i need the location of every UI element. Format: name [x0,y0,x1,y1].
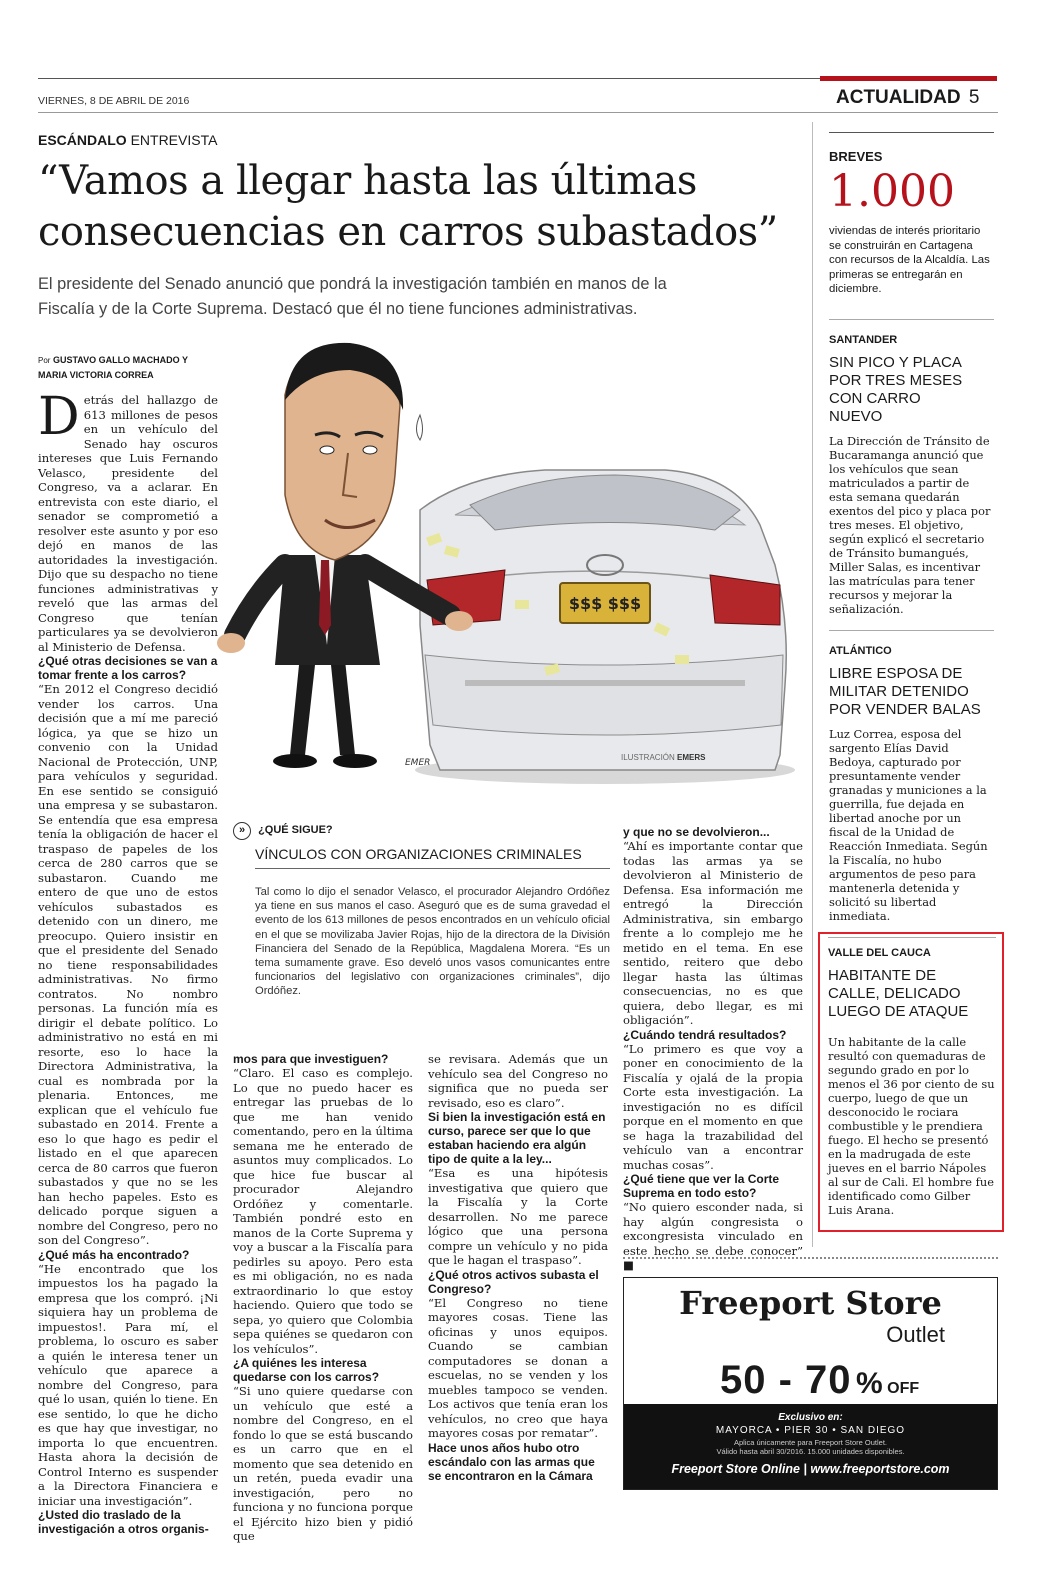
kicker [38,132,217,148]
header-rule-bottom [38,112,998,113]
deck [38,272,667,322]
header-rule [38,78,820,79]
brief-body: La Dirección de Tránsito de Bucaramanga anunció que los vehículos que sean matriculados a partir de esta semana quedarán exentos del pico y placa por tres meses. El objetivo, según explicó el secretario de Tránsito bumangués, Miller Salas, es incentivar las matrículas para tener recursos y mejorar la señalización. [829,433,991,616]
article-column-2 [233,1052,413,1544]
ad-discount-row [720,1358,919,1403]
question-6: ¿Qué otros activos subasta el Congreso? [428,1267,599,1296]
ad-discount: 50 - 70 [720,1358,852,1402]
credit-name: EMERS [677,753,706,762]
headline-line-2: consecuencias en carros subastados” [38,209,778,255]
ad-brand: Freeport Store [679,1284,942,1322]
ad-excl: Exclusivo en: [778,1412,843,1423]
freeport-ad[interactable] [623,1277,998,1490]
ad-separator [623,1257,998,1259]
page-number: 5 [968,87,980,108]
question-5: Si bien la investigación está en curso, parece ser que lo que estaban haciendo era algún tipo de quite a la ley... [428,1110,606,1166]
byline [38,353,188,382]
answer-2: “He encontrado que los impuestos los ha pagado la empresa que los compró. ¡Ni siquiera hay un problema de impuestos!. Para mí, el problema, lo oscuro es saber a quién le interesa tener un vehículo que aparece a nombre del Congreso, para qué lo usan, quién lo tiene. En ese sentido, lo que he dicho es que hay que investigar, no importa lo que encuentren. Hasta ahora la decisión de Control Interno es suspender a la Directora Financiera e iniciar una investigación”. [38,1261,218,1508]
que-sigue-label-row [233,822,610,840]
sidebar-rule-1 [829,319,994,320]
caricature-illustration [215,325,795,795]
ad-fine-2: Válido hasta abril 30/2016. 15.000 unidades disponibles. [716,1447,905,1456]
brief-atlantico [829,645,994,923]
brief-santander [829,334,994,616]
credit-label: ILUSTRACIÓN [621,753,675,762]
que-sigue-label: ¿QUÉ SIGUE? [258,824,333,836]
breves-number: 1.000 [829,166,955,217]
answer-9: “No quiero esconder nada, si hay algún congresista o excongresista vinculado en este hecho se debe conocer” ■ [623,1200,803,1272]
deck-line-1: El presidente del Senado anunció que pondrá la investigación también en manos de la [38,275,667,293]
ad-off: OFF [887,1380,920,1397]
breves-text: viviendas de interés prioritario se construirán en Cartagena con recursos de la Alcaldía. Las primeras se entregarán en diciembre. [829,225,990,295]
intro-paragraph: etrás del hallazgo de 613 millones de pesos en un vehículo del Senado hay oscuros intereses que Luis Fernando Velasco, presidente del Congreso, va a aclarar. En entrevista con este diario, el senador se comprometió a resolver este asunto y por eso dejó en manos de las autoridades la investigación. Dijo que su despacho no tiene funciones administrativas y reveló que las armas del Congreso que tenían particulares ya se devolvieron al Ministerio de Defensa. [38,393,218,654]
answer-4: “Si uno quiere quedarse con un vehículo que esté a nombre del Congreso, en el fondo lo que se está buscando es un carro que en el momento que sea detenido en un retén, pueda evadir una investigación, pero no funciona y no funciona porque el Ejército hizo bien y pidió que [233,1384,413,1543]
byline-author-2: MARIA VICTORIA CORREA [38,370,154,380]
illustration [215,325,795,795]
que-sigue-body: Tal como lo dijo el senador Velasco, el procurador Alejandro Ordóñez ya tiene en sus manos el caso. Aseguró que es de suma gravedad el evento de los 613 millones de pesos encontrados en un vehículo oficial en el que se movilizaba Javier Rojas, hijo de la directora de la División Financiera del Senado de la República, Magdalena Morera. “Es un tema sumamente grave. Eso develó unos vasos comunicantes entre funcionarios del legislativo con organizaciones criminales”, dijo Ordóñez. [255,886,610,998]
breves-label: BREVES [829,149,883,164]
ad-footer [624,1404,997,1489]
kicker-bold: ESCÁNDALO [38,132,127,148]
ad-sub: Outlet [886,1322,945,1347]
section-name: ACTUALIDAD [836,87,961,108]
byline-author-1: GUSTAVO GALLO MACHADO Y [52,355,188,365]
deck-line-2: Fiscalía y de la Corte Suprema. Destacó que él no tiene funciones administrativas. [38,300,638,318]
answer-1: “En 2012 el Congreso decidió vender los carros. Una decisión que a mí me pareció lógica, ya que se hizo un convenio con la Unidad Nacional de Protección, UNP, para vehículos y seguridad. En ese sentido se consiguió una empresa y se subastaron. Se entendía que esa empresa tenía la obligación de hacer el traspaso de papeles de los cerca de 280 carros que se subastaron. Cuando me entero de que uno de estos vehículos subastados es detenido con un dinero, me preocupo. Quiero insistir en que el presidente del Senado no tiene responsabilidades administrativas. No firmo contratos. No nombro personas. La función mía es dirigir el debate político. Lo administrativo no está en mi resorte, eso lo hace la Directora Administrativa, la cual es nombrada por la plenaria. Entonces, me explican que el vehículo fue subastado en 2014. Frente a eso lo que hago es pedir el listado en el que aparecen cerca de 80 carros que fueron subastados y que no se les han hecho papeles. Esto es delicado porque siguen a nombre del Congreso, pero no son del Congreso”. [38,682,218,1247]
headline-line-1: “Vamos a llegar hasta las últimas [38,158,697,204]
sidebar [829,122,994,923]
header-rule-red [820,76,997,81]
brief-region: SANTANDER [829,333,898,346]
brief-region: VALLE DEL CAUCA [828,947,931,959]
sidebar-rule-3 [828,937,996,938]
artist-signature: EMER [405,758,431,768]
sidebar-rule-2 [829,630,994,631]
ad-percent: % [855,1367,883,1400]
kicker-light: ENTREVISTA [130,132,218,148]
article-column-3 [428,1052,608,1483]
question-8: ¿Cuándo tendrá resultados? [623,1027,787,1042]
illustration-credit [621,753,705,762]
que-sigue-title: VÍNCULOS CON ORGANIZACIONES CRIMINALES [255,846,582,862]
que-sigue-box [233,822,610,999]
ad-online-link[interactable]: Freeport Store Online | www.freeportstore.com [671,1462,950,1476]
byline-por: Por [38,356,51,365]
headline [38,156,778,258]
license-plate-text: $$$ $$$ [568,594,642,613]
question-cont: mos para que investiguen? [233,1052,389,1066]
question-1: ¿Qué otras decisiones se van a tomar frente a los carros? [38,654,218,682]
que-sigue-rule [255,868,610,869]
answer-cont: “Claro. El caso es complejo. Lo que no puedo hacer es entregar las pruebas de lo que me han venido comentando, pero en la última semana me he enterado de asuntos muy complicados. Lo que hice fue buscar al procurador Alejandro Ordóñez y comentarle. También pondré esto en manos de la Corte Suprema y voy a buscar a la Fiscalía para pedirles su apoyo. Pero esta es mi obligación, no es nada extraordinario lo que estoy haciendo. Quiero que todo se sepa, yo quiero que Colombia sepa quiénes se quedaron con los vehículos”. [233,1066,413,1356]
article-column-1 [38,387,218,1536]
question-2: ¿Qué más ha encontrado? [38,1247,190,1262]
double-chevron-icon: » [233,822,251,840]
brief-body: Un habitante de la calle resultó con quemaduras de segundo grado en por lo menos el 36 por ciento de su cuerpo, luego de que un desconocido le rociara combustible y le prendiera fuego. El hecho se presentó en la madrugada de este jueves en el barrio Nápoles al sur de Cali. El hombre fue identificado como Gilber Luis Arana. [828,1035,995,1217]
sidebar-divider [812,122,813,1247]
brief-title: LIBRE ESPOSA DE MILITAR DETENIDO POR VENDER BALAS [829,664,981,718]
section-title [836,87,979,109]
answer-5: “Esa es una hipótesis investigativa que quiero que la Fiscalía y la Corte desarrollen. No me parece lógico que una persona compre un vehículo y no pida que le hagan el traspaso”. [428,1166,608,1267]
breves-rule [829,132,994,133]
question-4: ¿A quiénes les interesa quedarse con los carros? [233,1356,380,1384]
answer-cont-2: se revisara. Además que un vehículo sea del Congreso no significa que no pueda ser revisado, eso es claro”. [428,1052,608,1110]
drop-cap: D [38,387,80,447]
question-7: Hace unos años hubo otro escándalo con las armas que se encontraron en la Cámara [428,1440,595,1483]
question-9: ¿Qué tiene que ver la Corte Suprema en todo esto? [623,1172,780,1200]
ad-fine-1: Aplica únicamente para Freeport Store Outlet. [734,1438,887,1447]
question-3: ¿Usted dio traslado de la investigación a otros organis- [38,1508,209,1536]
brief-title: HABITANTE DE CALLE, DELICADO LUEGO DE ATAQUE [828,967,969,1020]
question-7-cont: y que no se devolvieron... [623,825,770,839]
article-column-4 [623,825,803,1273]
brief-title: SIN PICO Y PLACA POR TRES MESES CON CARRO NUEVO [829,353,963,425]
brief-region: ATLÁNTICO [829,644,892,657]
answer-7: “Ahí es importante contar que todas las armas ya se devolvieron al Ministerio de Defensa. Esa información me entregó la Dirección Administrativa, sin embargo frente a lo complejo me he metido en el tema. En ese sentido, reitero que debo llegar hasta las últimas consecuencias, no es que quiera, debo llegar, es mi obligación”. [623,839,803,1027]
answer-6: “El Congreso no tiene mayores cosas. Tiene las oficinas y unos equipos. Cuando se cambian computadores se donan a escuelas, no se venden y los muebles tampoco se venden. Los activos que tenía eran los vehículos, no creo que haya mayores cosas por rematar”. [428,1295,608,1440]
answer-8: “Lo primero es que voy a poner en conocimiento de la Fiscalía y ojalá de la propia Corte esta investigación. La investigación no es difícil porque en el momento en que se haga la trazabilidad del vehículo van a encontrar muchas cosas”. [623,1041,803,1172]
brief-body: Luz Correa, esposa del sargento Elías David Bedoya, capturado por presuntamente vender granadas y municiones a la guerrilla, fue dejada en libertad anoche por un fiscal de la Unidad de Reacción Inmediata. Según la Fiscalía, no hubo argumentos de peso para mantenerla detenida y solicitó su libertad inmediata. [829,726,988,923]
brief-valle-highlight [818,932,1004,1232]
ad-locations: MAYORCA • PIER 30 • SAN DIEGO [715,1425,906,1436]
header-date: VIERNES, 8 DE ABRIL DE 2016 [38,95,190,107]
